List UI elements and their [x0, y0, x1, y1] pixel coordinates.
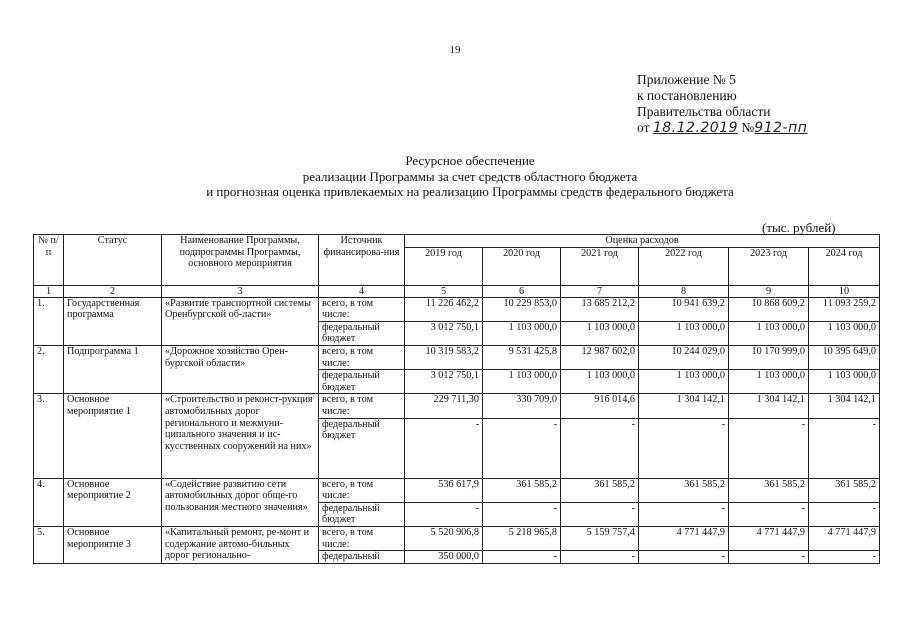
value-total: 5 218 965,8: [483, 526, 561, 550]
value-total: 1 304 142,1: [809, 394, 880, 418]
header-year: 2022 год: [639, 247, 729, 285]
value-total: 361 585,2: [729, 478, 809, 502]
value-federal: 1 103 000,0: [809, 321, 880, 345]
value-federal: -: [809, 502, 880, 526]
value-federal: 1 103 000,0: [639, 370, 729, 394]
value-total: 10 395 649,0: [809, 345, 880, 369]
value-federal: 3 012 750,1: [405, 370, 483, 394]
header-estimate: Оценка расходов: [405, 235, 880, 248]
row-number: 4.: [34, 478, 64, 526]
value-total: 10 941 639,2: [639, 297, 729, 321]
table-row: [34, 297, 880, 321]
value-federal: -: [639, 418, 729, 478]
row-status: Государственная программа: [64, 297, 162, 345]
value-federal: -: [729, 502, 809, 526]
row-name: «Капитальный ремонт, ре-монт и содержание автомо-бильных дорог регионально-: [162, 526, 319, 563]
column-number: 10: [809, 285, 880, 297]
header-year: 2024 год: [809, 247, 880, 285]
row-name: «Развитие транспортной системы Оренбургской об-ласти»: [162, 297, 319, 345]
value-federal: 3 012 750,1: [405, 321, 483, 345]
number-sign: №: [741, 120, 755, 135]
value-total: 10 170 999,0: [729, 345, 809, 369]
header-num: № п/п: [34, 235, 64, 286]
column-number: 1: [34, 285, 64, 297]
source-federal: федеральный бюджет: [319, 502, 405, 526]
value-total: 10 244 029,0: [639, 345, 729, 369]
value-federal: -: [405, 418, 483, 478]
row-status: Основное мероприятие 1: [64, 394, 162, 478]
value-federal: -: [483, 502, 561, 526]
value-total: 10 319 583,2: [405, 345, 483, 369]
column-number: 2: [64, 285, 162, 297]
value-total: 11 226 462,2: [405, 297, 483, 321]
resolution-number: 912-пп: [754, 120, 808, 136]
value-federal: 1 103 000,0: [561, 321, 639, 345]
value-federal: 1 103 000,0: [483, 370, 561, 394]
value-total: 361 585,2: [561, 478, 639, 502]
value-federal: -: [405, 502, 483, 526]
value-total: 4 771 447,9: [729, 526, 809, 550]
row-status: Основное мероприятие 2: [64, 478, 162, 526]
value-total: 536 617,9: [405, 478, 483, 502]
header-source: Источник финансирова-ния: [319, 235, 405, 286]
title-line-1: Ресурсное обеспечение: [405, 153, 535, 168]
table-row: [34, 345, 880, 369]
source-federal: федеральный бюджет: [319, 418, 405, 478]
value-total: 10 229 853,0: [483, 297, 561, 321]
column-number: 9: [729, 285, 809, 297]
row-name: «Дорожное хозяйство Орен-бургской области»: [162, 345, 319, 393]
header-year: 2020 год: [483, 247, 561, 285]
units-label: (тыс. рублей): [762, 220, 836, 235]
value-total: 361 585,2: [809, 478, 880, 502]
value-total: 13 685 212,2: [561, 297, 639, 321]
value-federal: -: [561, 502, 639, 526]
appendix-line-2: к постановлению: [637, 88, 737, 103]
value-federal: 1 103 000,0: [729, 321, 809, 345]
header-row: [34, 235, 880, 248]
title-line-2: реализации Программы за счет средств областного бюджета: [302, 168, 638, 184]
resource-table: [33, 234, 880, 564]
value-federal: -: [809, 551, 880, 564]
resolution-date: 18.12.2019: [652, 120, 739, 136]
value-federal: -: [639, 551, 729, 564]
value-federal: -: [483, 551, 561, 564]
header-year: 2021 год: [561, 247, 639, 285]
column-number: 5: [405, 285, 483, 297]
row-status: Подпрограмма 1: [64, 345, 162, 393]
column-number: 8: [639, 285, 729, 297]
source-federal: федеральный бюджет: [319, 370, 405, 394]
value-federal: 1 103 000,0: [639, 321, 729, 345]
value-total: 916 014,6: [561, 394, 639, 418]
table-row: [34, 394, 880, 418]
header-status: Статус: [64, 235, 162, 286]
value-federal: 1 103 000,0: [483, 321, 561, 345]
value-total: 4 771 447,9: [639, 526, 729, 550]
value-federal: 1 103 000,0: [561, 370, 639, 394]
value-total: 12 987 602,0: [561, 345, 639, 369]
column-number: 3: [162, 285, 319, 297]
value-federal: -: [561, 418, 639, 478]
value-total: 361 585,2: [483, 478, 561, 502]
value-total: 5 520 906,8: [405, 526, 483, 550]
column-numbers-row: [34, 285, 880, 297]
row-name: «Содействие развитию сети автомобильных дорог обще-го пользования местного значения»: [162, 478, 319, 526]
value-total: 5 159 757,4: [561, 526, 639, 550]
header-year: 2023 год: [729, 247, 809, 285]
appendix-line-1: Приложение № 5: [637, 72, 736, 87]
value-total: 11 093 259,2: [809, 297, 880, 321]
value-total: 229 711,30: [405, 394, 483, 418]
value-total: 9 531 425,8: [483, 345, 561, 369]
row-name: «Строительство и реконст-рукция автомобильных дорог регионального и межмуни-ципального значения и ис-кусственных сооружений на них»: [162, 394, 319, 478]
value-total: 10 868 609,2: [729, 297, 809, 321]
value-federal: -: [639, 502, 729, 526]
value-federal: -: [483, 418, 561, 478]
value-total: 330 709,0: [483, 394, 561, 418]
value-total: 1 304 142,1: [729, 394, 809, 418]
row-number: 5.: [34, 526, 64, 563]
source-total: всего, в том числе:: [319, 345, 405, 369]
column-number: 7: [561, 285, 639, 297]
source-total: всего, в том числе:: [319, 478, 405, 502]
appendix-block: [637, 72, 807, 136]
title-line-3: и прогнозная оценка привлекаемых на реализацию Программы средств федерального бюджета: [206, 184, 734, 199]
value-federal: 1 103 000,0: [809, 370, 880, 394]
table-body: [34, 297, 880, 563]
value-federal: -: [809, 418, 880, 478]
source-total: всего, в том числе:: [319, 394, 405, 418]
header-year: 2019 год: [405, 247, 483, 285]
document-title: [120, 153, 820, 200]
row-number: 2.: [34, 345, 64, 393]
source-federal: федеральный бюджет: [319, 321, 405, 345]
value-total: 4 771 447,9: [809, 526, 880, 550]
appendix-line-3: Правительства области: [637, 104, 771, 119]
source-federal: федеральный: [319, 551, 405, 564]
value-federal: -: [561, 551, 639, 564]
header-name: Наименование Программы, подпрограммы Программы, основного мероприятия: [162, 235, 319, 286]
row-status: Основное мероприятие 3: [64, 526, 162, 563]
value-federal: 350 000,0: [405, 551, 483, 564]
value-total: 1 304 142,1: [639, 394, 729, 418]
appendix-line-4: [637, 120, 807, 136]
table-row: [34, 478, 880, 502]
source-total: всего, в том числе:: [319, 297, 405, 321]
page-number: 19: [449, 44, 461, 56]
column-number: 6: [483, 285, 561, 297]
appendix-prefix: от: [637, 120, 650, 135]
source-total: всего, в том числе:: [319, 526, 405, 550]
table-row: [34, 526, 880, 550]
value-federal: 1 103 000,0: [729, 370, 809, 394]
row-number: 3.: [34, 394, 64, 478]
value-total: 361 585,2: [639, 478, 729, 502]
row-number: 1.: [34, 297, 64, 345]
value-federal: -: [729, 418, 809, 478]
column-number: 4: [319, 285, 405, 297]
value-federal: -: [729, 551, 809, 564]
